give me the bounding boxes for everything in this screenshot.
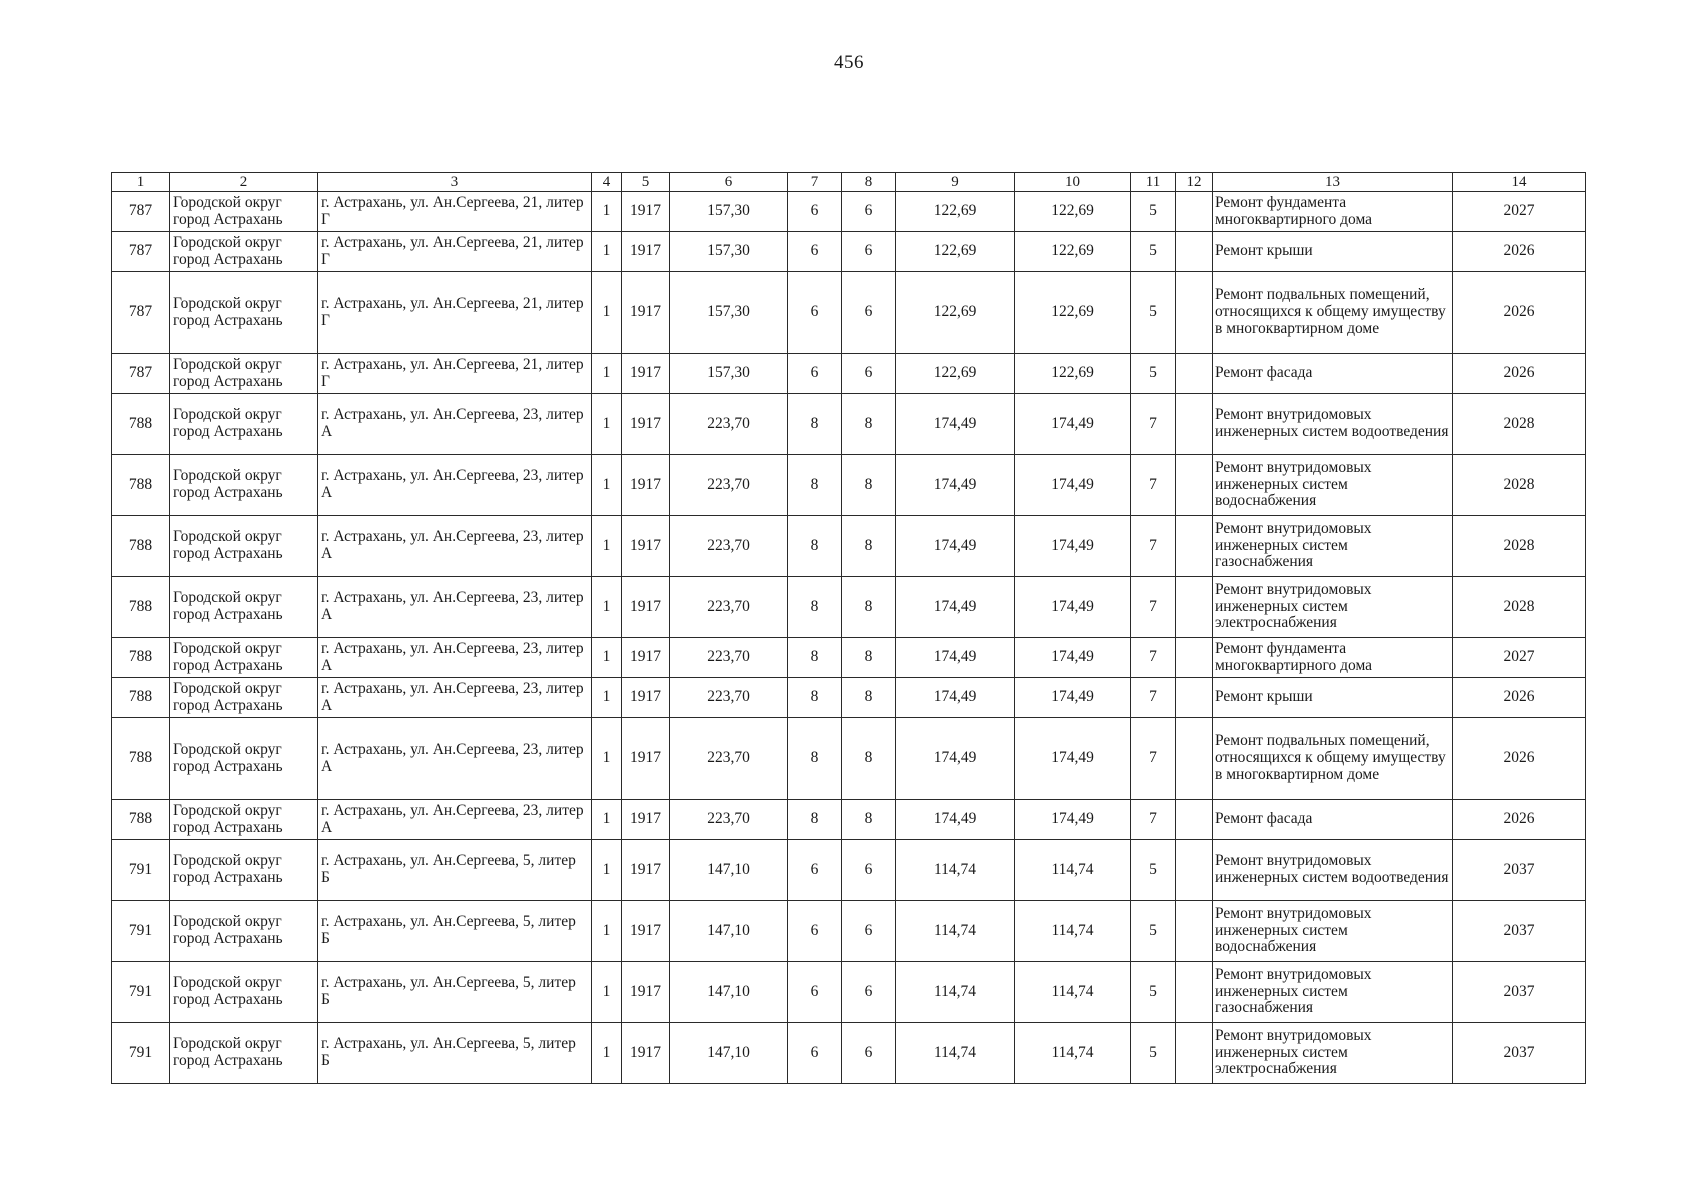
col-4-value-cell: 1 <box>592 718 622 800</box>
col-10-area-cell: 174,49 <box>1015 678 1131 718</box>
col-12-value-cell <box>1176 901 1213 962</box>
col-9-area-cell: 174,49 <box>896 638 1015 678</box>
year-built-cell: 1917 <box>622 901 670 962</box>
total-area-cell: 223,70 <box>670 455 788 516</box>
row-number-cell: 791 <box>112 901 170 962</box>
col-4-value-cell: 1 <box>592 800 622 840</box>
table-row <box>112 718 1586 800</box>
total-area-cell: 147,10 <box>670 1023 788 1084</box>
total-area-cell: 147,10 <box>670 962 788 1023</box>
year-built-cell: 1917 <box>622 516 670 577</box>
planned-year-cell: 2037 <box>1453 901 1586 962</box>
planned-year-cell: 2026 <box>1453 272 1586 354</box>
col-11-value-cell: 5 <box>1131 272 1176 354</box>
row-number-cell: 791 <box>112 962 170 1023</box>
column-header-8: 8 <box>842 173 896 192</box>
municipality-cell: Городской округ город Астрахань <box>170 678 318 718</box>
column-header-2: 2 <box>170 173 318 192</box>
col-8-value-cell: 6 <box>842 901 896 962</box>
planned-year-cell: 2028 <box>1453 455 1586 516</box>
year-built-cell: 1917 <box>622 354 670 394</box>
col-10-area-cell: 122,69 <box>1015 354 1131 394</box>
column-header-12: 12 <box>1176 173 1213 192</box>
year-built-cell: 1917 <box>622 455 670 516</box>
total-area-cell: 223,70 <box>670 577 788 638</box>
col-12-value-cell <box>1176 272 1213 354</box>
col-7-value-cell: 8 <box>788 718 842 800</box>
col-4-value-cell: 1 <box>592 577 622 638</box>
col-12-value-cell <box>1176 577 1213 638</box>
col-4-value-cell: 1 <box>592 354 622 394</box>
col-7-value-cell: 6 <box>788 232 842 272</box>
column-header-6: 6 <box>670 173 788 192</box>
col-4-value-cell: 1 <box>592 516 622 577</box>
row-number-cell: 788 <box>112 577 170 638</box>
col-8-value-cell: 8 <box>842 800 896 840</box>
address-cell: г. Астрахань, ул. Ан.Сергеева, 23, литер А <box>318 455 592 516</box>
col-12-value-cell <box>1176 678 1213 718</box>
col-4-value-cell: 1 <box>592 1023 622 1084</box>
row-number-cell: 788 <box>112 678 170 718</box>
municipality-cell: Городской округ город Астрахань <box>170 840 318 901</box>
work-type-cell: Ремонт внутридомовых инженерных систем электроснабжения <box>1213 577 1453 638</box>
col-7-value-cell: 8 <box>788 638 842 678</box>
col-7-value-cell: 6 <box>788 1023 842 1084</box>
col-8-value-cell: 8 <box>842 718 896 800</box>
col-7-value-cell: 6 <box>788 962 842 1023</box>
col-7-value-cell: 6 <box>788 354 842 394</box>
address-cell: г. Астрахань, ул. Ан.Сергеева, 23, литер А <box>318 577 592 638</box>
col-11-value-cell: 5 <box>1131 192 1176 232</box>
col-12-value-cell <box>1176 1023 1213 1084</box>
column-header-3: 3 <box>318 173 592 192</box>
col-11-value-cell: 7 <box>1131 516 1176 577</box>
row-number-cell: 788 <box>112 800 170 840</box>
header-row <box>112 173 1586 192</box>
total-area-cell: 157,30 <box>670 272 788 354</box>
col-4-value-cell: 1 <box>592 840 622 901</box>
col-9-area-cell: 122,69 <box>896 192 1015 232</box>
table-row <box>112 800 1586 840</box>
col-10-area-cell: 122,69 <box>1015 192 1131 232</box>
col-9-area-cell: 174,49 <box>896 455 1015 516</box>
col-7-value-cell: 6 <box>788 840 842 901</box>
col-11-value-cell: 5 <box>1131 232 1176 272</box>
address-cell: г. Астрахань, ул. Ан.Сергеева, 5, литер Б <box>318 901 592 962</box>
table-body <box>112 192 1586 1084</box>
row-number-cell: 787 <box>112 232 170 272</box>
total-area-cell: 157,30 <box>670 354 788 394</box>
row-number-cell: 791 <box>112 1023 170 1084</box>
address-cell: г. Астрахань, ул. Ан.Сергеева, 5, литер Б <box>318 840 592 901</box>
col-4-value-cell: 1 <box>592 901 622 962</box>
col-7-value-cell: 8 <box>788 394 842 455</box>
year-built-cell: 1917 <box>622 800 670 840</box>
address-cell: г. Астрахань, ул. Ан.Сергеева, 5, литер Б <box>318 1023 592 1084</box>
col-10-area-cell: 122,69 <box>1015 272 1131 354</box>
col-9-area-cell: 114,74 <box>896 840 1015 901</box>
col-8-value-cell: 8 <box>842 516 896 577</box>
col-11-value-cell: 7 <box>1131 638 1176 678</box>
col-12-value-cell <box>1176 354 1213 394</box>
year-built-cell: 1917 <box>622 272 670 354</box>
table-row <box>112 516 1586 577</box>
municipality-cell: Городской округ город Астрахань <box>170 516 318 577</box>
col-4-value-cell: 1 <box>592 272 622 354</box>
page-number: 456 <box>834 52 864 73</box>
work-type-cell: Ремонт внутридомовых инженерных систем электроснабжения <box>1213 1023 1453 1084</box>
col-8-value-cell: 6 <box>842 962 896 1023</box>
col-9-area-cell: 174,49 <box>896 394 1015 455</box>
table-row <box>112 272 1586 354</box>
col-8-value-cell: 8 <box>842 455 896 516</box>
col-12-value-cell <box>1176 232 1213 272</box>
col-7-value-cell: 8 <box>788 678 842 718</box>
col-8-value-cell: 6 <box>842 272 896 354</box>
col-11-value-cell: 7 <box>1131 800 1176 840</box>
planned-year-cell: 2026 <box>1453 718 1586 800</box>
row-number-cell: 787 <box>112 272 170 354</box>
address-cell: г. Астрахань, ул. Ан.Сергеева, 21, литер Г <box>318 192 592 232</box>
municipality-cell: Городской округ город Астрахань <box>170 272 318 354</box>
total-area-cell: 157,30 <box>670 232 788 272</box>
municipality-cell: Городской округ город Астрахань <box>170 800 318 840</box>
planned-year-cell: 2026 <box>1453 354 1586 394</box>
col-10-area-cell: 114,74 <box>1015 840 1131 901</box>
col-10-area-cell: 114,74 <box>1015 1023 1131 1084</box>
table-row <box>112 577 1586 638</box>
address-cell: г. Астрахань, ул. Ан.Сергеева, 23, литер А <box>318 394 592 455</box>
column-header-4: 4 <box>592 173 622 192</box>
column-header-9: 9 <box>896 173 1015 192</box>
column-header-13: 13 <box>1213 173 1453 192</box>
col-4-value-cell: 1 <box>592 232 622 272</box>
row-number-cell: 787 <box>112 192 170 232</box>
column-header-10: 10 <box>1015 173 1131 192</box>
year-built-cell: 1917 <box>622 394 670 455</box>
address-cell: г. Астрахань, ул. Ан.Сергеева, 21, литер Г <box>318 232 592 272</box>
planned-year-cell: 2037 <box>1453 1023 1586 1084</box>
col-9-area-cell: 114,74 <box>896 962 1015 1023</box>
col-11-value-cell: 5 <box>1131 962 1176 1023</box>
col-10-area-cell: 114,74 <box>1015 901 1131 962</box>
address-cell: г. Астрахань, ул. Ан.Сергеева, 23, литер А <box>318 718 592 800</box>
col-9-area-cell: 114,74 <box>896 901 1015 962</box>
col-4-value-cell: 1 <box>592 192 622 232</box>
col-10-area-cell: 174,49 <box>1015 800 1131 840</box>
col-9-area-cell: 122,69 <box>896 272 1015 354</box>
col-8-value-cell: 6 <box>842 354 896 394</box>
year-built-cell: 1917 <box>622 962 670 1023</box>
work-type-cell: Ремонт внутридомовых инженерных систем водоснабжения <box>1213 901 1453 962</box>
col-8-value-cell: 6 <box>842 192 896 232</box>
col-11-value-cell: 5 <box>1131 840 1176 901</box>
planned-year-cell: 2027 <box>1453 192 1586 232</box>
col-10-area-cell: 174,49 <box>1015 577 1131 638</box>
col-4-value-cell: 1 <box>592 678 622 718</box>
municipality-cell: Городской округ город Астрахань <box>170 232 318 272</box>
planned-year-cell: 2026 <box>1453 232 1586 272</box>
work-type-cell: Ремонт внутридомовых инженерных систем водоснабжения <box>1213 455 1453 516</box>
col-12-value-cell <box>1176 455 1213 516</box>
planned-year-cell: 2026 <box>1453 678 1586 718</box>
total-area-cell: 223,70 <box>670 718 788 800</box>
col-11-value-cell: 7 <box>1131 678 1176 718</box>
address-cell: г. Астрахань, ул. Ан.Сергеева, 23, литер А <box>318 800 592 840</box>
row-number-cell: 788 <box>112 455 170 516</box>
municipality-cell: Городской округ город Астрахань <box>170 962 318 1023</box>
municipality-cell: Городской округ город Астрахань <box>170 638 318 678</box>
year-built-cell: 1917 <box>622 232 670 272</box>
row-number-cell: 788 <box>112 516 170 577</box>
municipality-cell: Городской округ город Астрахань <box>170 354 318 394</box>
col-11-value-cell: 7 <box>1131 455 1176 516</box>
table-row <box>112 455 1586 516</box>
col-11-value-cell: 7 <box>1131 577 1176 638</box>
planned-year-cell: 2028 <box>1453 394 1586 455</box>
table-row <box>112 394 1586 455</box>
col-7-value-cell: 8 <box>788 455 842 516</box>
table-row <box>112 1023 1586 1084</box>
col-8-value-cell: 8 <box>842 577 896 638</box>
municipality-cell: Городской округ город Астрахань <box>170 577 318 638</box>
work-type-cell: Ремонт подвальных помещений, относящихся к общему имуществу в многоквартирном доме <box>1213 272 1453 354</box>
work-type-cell: Ремонт внутридомовых инженерных систем газоснабжения <box>1213 962 1453 1023</box>
work-type-cell: Ремонт подвальных помещений, относящихся к общему имуществу в многоквартирном доме <box>1213 718 1453 800</box>
column-header-7: 7 <box>788 173 842 192</box>
address-cell: г. Астрахань, ул. Ан.Сергеева, 23, литер А <box>318 516 592 577</box>
municipality-cell: Городской округ город Астрахань <box>170 192 318 232</box>
col-11-value-cell: 5 <box>1131 901 1176 962</box>
municipality-cell: Городской округ город Астрахань <box>170 901 318 962</box>
col-11-value-cell: 7 <box>1131 718 1176 800</box>
col-7-value-cell: 8 <box>788 800 842 840</box>
column-header-11: 11 <box>1131 173 1176 192</box>
year-built-cell: 1917 <box>622 192 670 232</box>
work-type-cell: Ремонт крыши <box>1213 232 1453 272</box>
col-8-value-cell: 8 <box>842 394 896 455</box>
col-4-value-cell: 1 <box>592 638 622 678</box>
col-11-value-cell: 5 <box>1131 354 1176 394</box>
col-8-value-cell: 8 <box>842 678 896 718</box>
total-area-cell: 223,70 <box>670 678 788 718</box>
address-cell: г. Астрахань, ул. Ан.Сергеева, 5, литер Б <box>318 962 592 1023</box>
col-12-value-cell <box>1176 962 1213 1023</box>
address-cell: г. Астрахань, ул. Ан.Сергеева, 23, литер А <box>318 678 592 718</box>
planned-year-cell: 2037 <box>1453 962 1586 1023</box>
col-10-area-cell: 114,74 <box>1015 962 1131 1023</box>
table-row <box>112 192 1586 232</box>
col-12-value-cell <box>1176 516 1213 577</box>
municipality-cell: Городской округ город Астрахань <box>170 1023 318 1084</box>
col-12-value-cell <box>1176 394 1213 455</box>
planned-year-cell: 2028 <box>1453 516 1586 577</box>
total-area-cell: 223,70 <box>670 394 788 455</box>
year-built-cell: 1917 <box>622 840 670 901</box>
col-4-value-cell: 1 <box>592 394 622 455</box>
planned-year-cell: 2028 <box>1453 577 1586 638</box>
table-row <box>112 354 1586 394</box>
planned-year-cell: 2027 <box>1453 638 1586 678</box>
total-area-cell: 147,10 <box>670 901 788 962</box>
col-12-value-cell <box>1176 718 1213 800</box>
column-header-1: 1 <box>112 173 170 192</box>
col-7-value-cell: 6 <box>788 192 842 232</box>
row-number-cell: 791 <box>112 840 170 901</box>
work-type-cell: Ремонт внутридомовых инженерных систем водоотведения <box>1213 394 1453 455</box>
table-row <box>112 638 1586 678</box>
year-built-cell: 1917 <box>622 718 670 800</box>
col-11-value-cell: 5 <box>1131 1023 1176 1084</box>
table-row <box>112 962 1586 1023</box>
row-number-cell: 788 <box>112 638 170 678</box>
total-area-cell: 223,70 <box>670 516 788 577</box>
address-cell: г. Астрахань, ул. Ан.Сергеева, 21, литер Г <box>318 272 592 354</box>
col-10-area-cell: 174,49 <box>1015 394 1131 455</box>
col-11-value-cell: 7 <box>1131 394 1176 455</box>
total-area-cell: 223,70 <box>670 800 788 840</box>
col-8-value-cell: 6 <box>842 840 896 901</box>
col-7-value-cell: 8 <box>788 516 842 577</box>
col-9-area-cell: 174,49 <box>896 718 1015 800</box>
total-area-cell: 223,70 <box>670 638 788 678</box>
year-built-cell: 1917 <box>622 678 670 718</box>
col-9-area-cell: 122,69 <box>896 232 1015 272</box>
col-12-value-cell <box>1176 840 1213 901</box>
col-10-area-cell: 174,49 <box>1015 455 1131 516</box>
table-row <box>112 840 1586 901</box>
col-9-area-cell: 174,49 <box>896 577 1015 638</box>
work-type-cell: Ремонт крыши <box>1213 678 1453 718</box>
col-7-value-cell: 6 <box>788 901 842 962</box>
col-10-area-cell: 174,49 <box>1015 638 1131 678</box>
col-10-area-cell: 174,49 <box>1015 718 1131 800</box>
municipality-cell: Городской округ город Астрахань <box>170 718 318 800</box>
col-9-area-cell: 174,49 <box>896 678 1015 718</box>
repair-schedule-table <box>111 172 1586 1084</box>
col-10-area-cell: 174,49 <box>1015 516 1131 577</box>
planned-year-cell: 2026 <box>1453 800 1586 840</box>
work-type-cell: Ремонт внутридомовых инженерных систем газоснабжения <box>1213 516 1453 577</box>
table-row <box>112 678 1586 718</box>
col-9-area-cell: 174,49 <box>896 800 1015 840</box>
col-10-area-cell: 122,69 <box>1015 232 1131 272</box>
col-8-value-cell: 6 <box>842 1023 896 1084</box>
municipality-cell: Городской округ город Астрахань <box>170 455 318 516</box>
table-row <box>112 232 1586 272</box>
col-7-value-cell: 6 <box>788 272 842 354</box>
address-cell: г. Астрахань, ул. Ан.Сергеева, 23, литер А <box>318 638 592 678</box>
year-built-cell: 1917 <box>622 638 670 678</box>
col-9-area-cell: 122,69 <box>896 354 1015 394</box>
municipality-cell: Городской округ город Астрахань <box>170 394 318 455</box>
planned-year-cell: 2037 <box>1453 840 1586 901</box>
address-cell: г. Астрахань, ул. Ан.Сергеева, 21, литер Г <box>318 354 592 394</box>
col-7-value-cell: 8 <box>788 577 842 638</box>
year-built-cell: 1917 <box>622 1023 670 1084</box>
row-number-cell: 788 <box>112 718 170 800</box>
col-4-value-cell: 1 <box>592 962 622 1023</box>
total-area-cell: 157,30 <box>670 192 788 232</box>
col-9-area-cell: 114,74 <box>896 1023 1015 1084</box>
table-row <box>112 901 1586 962</box>
col-12-value-cell <box>1176 192 1213 232</box>
col-9-area-cell: 174,49 <box>896 516 1015 577</box>
total-area-cell: 147,10 <box>670 840 788 901</box>
col-12-value-cell <box>1176 638 1213 678</box>
col-12-value-cell <box>1176 800 1213 840</box>
column-header-14: 14 <box>1453 173 1586 192</box>
column-header-5: 5 <box>622 173 670 192</box>
work-type-cell: Ремонт фасада <box>1213 354 1453 394</box>
col-8-value-cell: 8 <box>842 638 896 678</box>
work-type-cell: Ремонт фундамента многоквартирного дома <box>1213 192 1453 232</box>
row-number-cell: 787 <box>112 354 170 394</box>
year-built-cell: 1917 <box>622 577 670 638</box>
work-type-cell: Ремонт внутридомовых инженерных систем водоотведения <box>1213 840 1453 901</box>
col-4-value-cell: 1 <box>592 455 622 516</box>
work-type-cell: Ремонт фундамента многоквартирного дома <box>1213 638 1453 678</box>
row-number-cell: 788 <box>112 394 170 455</box>
col-8-value-cell: 6 <box>842 232 896 272</box>
work-type-cell: Ремонт фасада <box>1213 800 1453 840</box>
